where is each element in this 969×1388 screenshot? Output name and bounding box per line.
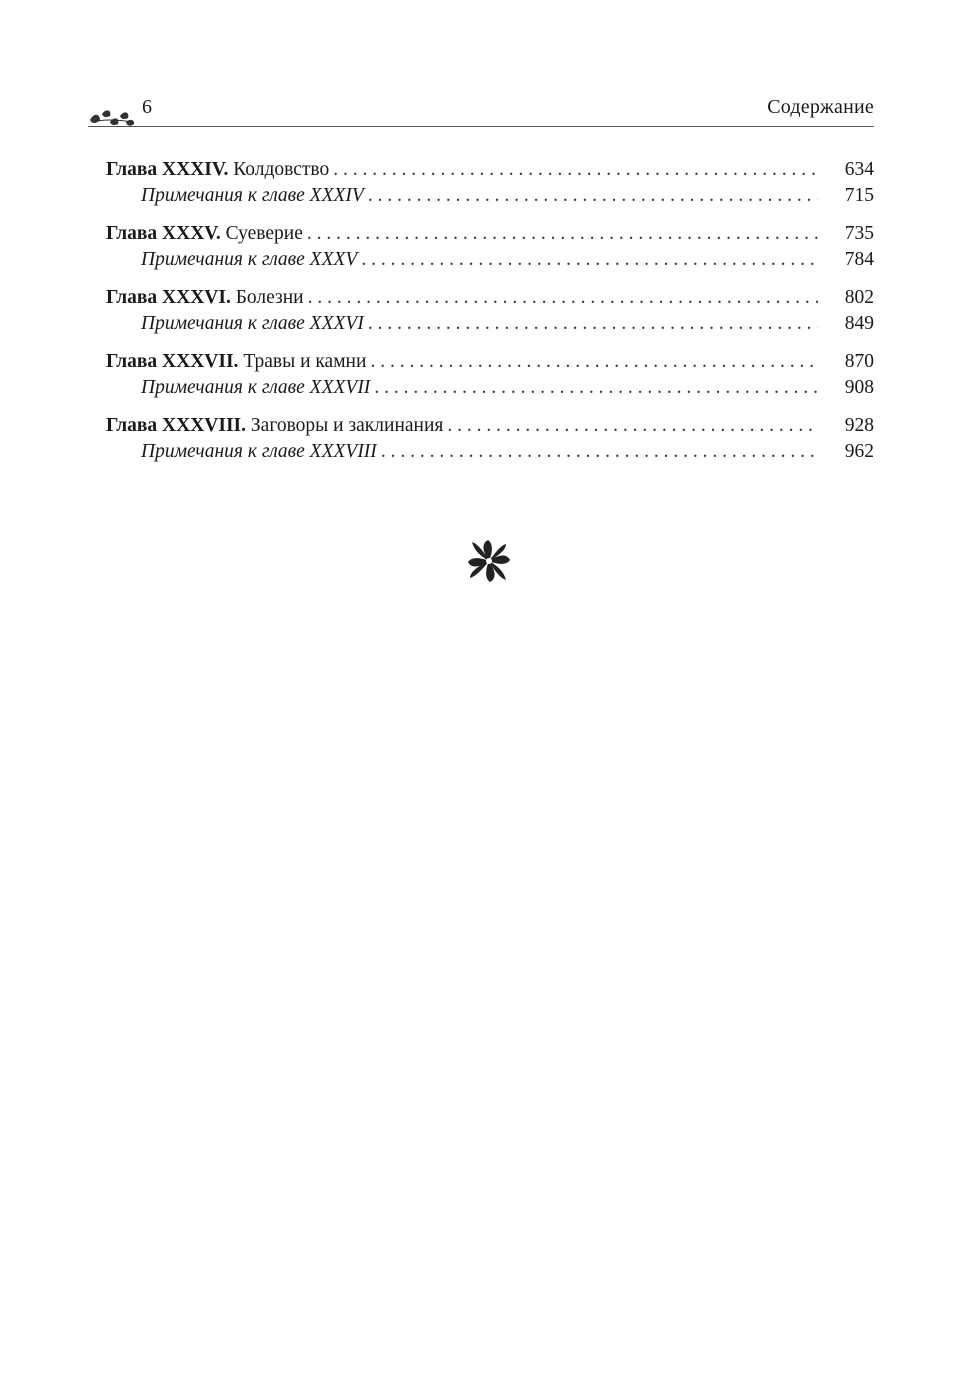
dot-leader (370, 349, 818, 375)
toc-notes-row[interactable] (106, 183, 874, 209)
table-of-contents (106, 157, 874, 477)
running-header (88, 94, 874, 127)
toc-entry (106, 413, 874, 465)
page-ref: 908 (844, 377, 874, 398)
toc-entry (106, 157, 874, 209)
page-ref: 634 (844, 159, 874, 180)
toc-notes-row[interactable] (106, 247, 874, 273)
toc-notes-row[interactable] (106, 375, 874, 401)
running-title: Содержание (767, 96, 874, 118)
toc-entry (106, 285, 874, 337)
notes-title: Примечания к главе XXXV (141, 249, 358, 270)
dot-leader (368, 183, 818, 209)
notes-title: Примечания к главе XXXVIII (141, 441, 377, 462)
chapter-title (106, 349, 370, 375)
floral-fleuron-icon (462, 536, 516, 586)
toc-chapter-row[interactable] (106, 157, 874, 183)
dot-leader (333, 157, 818, 183)
chapter-title (106, 413, 447, 439)
chapter-label: Глава XXXVIII. (106, 415, 247, 436)
notes-title: Примечания к главе XXXIV (141, 185, 364, 206)
chapter-name: Заговоры и заклинания (246, 415, 444, 436)
toc-entry (106, 349, 874, 401)
chapter-name: Болезни (230, 287, 304, 308)
dot-leader (447, 413, 818, 439)
dot-leader (307, 221, 818, 247)
toc-chapter-row[interactable] (106, 413, 874, 439)
chapter-name: Колдовство (228, 159, 330, 180)
chapter-title (106, 157, 333, 183)
toc-chapter-row[interactable] (106, 349, 874, 375)
dot-leader (361, 247, 818, 273)
chapter-name: Травы и камни (238, 351, 367, 372)
toc-chapter-row[interactable] (106, 221, 874, 247)
page-ref: 784 (844, 249, 874, 270)
toc-notes-row[interactable] (106, 311, 874, 337)
page-ref: 870 (844, 351, 874, 372)
leaf-ornament-icon (88, 106, 136, 128)
chapter-label: Глава XXXVII. (106, 351, 239, 372)
toc-entry (106, 221, 874, 273)
dot-leader (381, 439, 818, 465)
page-number: 6 (142, 96, 152, 118)
chapter-label: Глава XXXIV. (106, 159, 229, 180)
toc-notes-row[interactable] (106, 439, 874, 465)
chapter-label: Глава XXXV. (106, 223, 221, 244)
page-ref: 962 (844, 441, 874, 462)
page-ref: 849 (844, 313, 874, 334)
page-ref: 802 (844, 287, 874, 308)
notes-title: Примечания к главе XXXVI (141, 313, 364, 334)
dot-leader (374, 375, 818, 401)
page-ref: 735 (844, 223, 874, 244)
page-ref: 715 (844, 185, 874, 206)
chapter-title (106, 285, 308, 311)
dot-leader (368, 311, 818, 337)
chapter-label: Глава XXXVI. (106, 287, 231, 308)
chapter-title (106, 221, 307, 247)
toc-chapter-row[interactable] (106, 285, 874, 311)
chapter-name: Суеверие (220, 223, 303, 244)
dot-leader (308, 285, 818, 311)
notes-title: Примечания к главе XXXVII (141, 377, 371, 398)
page-ref: 928 (844, 415, 874, 436)
